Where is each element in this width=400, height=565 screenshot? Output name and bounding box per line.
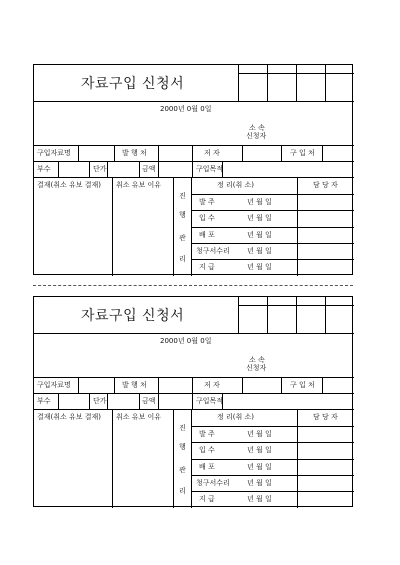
request-date: 2000년 0월 0일: [160, 337, 212, 345]
publisher-label: 발 행 처: [122, 381, 147, 389]
request-date: 2000년 0월 0일: [160, 105, 212, 113]
table-rule-horizontal: [191, 475, 354, 476]
process-row-date: 년 월 일: [247, 198, 272, 206]
amount-label: 금액: [142, 165, 156, 173]
table-rule-vertical: [325, 297, 326, 333]
table-rule-horizontal: [191, 442, 354, 443]
process-row-date: 년 월 일: [247, 247, 272, 255]
table-rule-vertical: [222, 393, 223, 409]
table-rule-vertical: [242, 377, 243, 393]
unit-price-label: 단가: [93, 165, 107, 173]
process-header: 정 리(취 소): [217, 413, 254, 421]
table-rule-vertical: [192, 393, 193, 409]
table-rule-horizontal: [191, 491, 354, 492]
progress-char-2: 행: [179, 443, 186, 451]
affiliation-label: 소 속: [249, 356, 265, 364]
table-rule-vertical: [107, 393, 108, 409]
affiliation-label: 소 속: [249, 124, 265, 132]
author-label: 저 자: [204, 149, 220, 157]
process-row-date: 년 월 일: [247, 231, 272, 239]
process-row-label: 지 급: [199, 263, 215, 271]
table-rule-horizontal: [34, 377, 354, 378]
process-row-date: 년 월 일: [247, 430, 272, 438]
table-rule-vertical: [58, 393, 59, 409]
table-rule-horizontal: [191, 459, 354, 460]
applicant-label: 신청자: [246, 364, 267, 372]
copies-label: 부수: [37, 165, 51, 173]
table-rule-horizontal: [238, 73, 354, 74]
table-rule-vertical: [242, 145, 243, 161]
purpose-label: 구입목적: [196, 397, 224, 405]
table-rule-vertical: [281, 377, 282, 393]
table-rule-horizontal: [238, 305, 354, 306]
table-rule-vertical: [78, 377, 79, 393]
table-rule-vertical: [158, 145, 159, 161]
table-rule-vertical: [296, 65, 297, 101]
table-rule-horizontal: [34, 333, 354, 334]
table-rule-vertical: [267, 65, 268, 101]
process-row-date: 년 월 일: [247, 495, 272, 503]
process-header: 정 리(취 소): [217, 181, 254, 189]
progress-char-1: 진: [179, 424, 186, 432]
process-row-label: 지 급: [199, 495, 215, 503]
table-rule-horizontal: [191, 194, 354, 195]
vendor-label: 구 입 처: [290, 381, 315, 389]
table-rule-vertical: [114, 377, 115, 393]
form-title: 자료구입 신청서: [81, 76, 185, 92]
item-name-label: 구입자료명: [37, 381, 71, 389]
table-rule-vertical: [112, 409, 113, 508]
unit-price-label: 단가: [93, 397, 107, 405]
progress-char-1: 진: [179, 192, 186, 200]
table-rule-vertical: [114, 145, 115, 161]
table-rule-vertical: [89, 161, 90, 177]
table-rule-vertical: [173, 409, 174, 508]
author-label: 저 자: [204, 381, 220, 389]
process-row-label: 청구서수리: [196, 247, 230, 255]
process-row-date: 년 월 일: [247, 463, 272, 471]
table-rule-vertical: [322, 377, 323, 393]
process-row-date: 년 월 일: [247, 214, 272, 222]
progress-char-3: 관: [179, 466, 186, 474]
table-rule-horizontal: [191, 227, 354, 228]
table-rule-vertical: [325, 65, 326, 101]
table-rule-vertical: [139, 393, 140, 409]
manager-header: 담 당 자: [313, 181, 338, 189]
purpose-label: 구입목적: [196, 165, 224, 173]
copies-label: 부수: [37, 397, 51, 405]
process-row-label: 배 포: [199, 231, 215, 239]
progress-char-3: 관: [179, 234, 186, 242]
table-rule-horizontal: [34, 409, 354, 410]
purchase-request-form-bottom: [33, 296, 353, 507]
approval-header: 결재(취소 유보 결재): [37, 413, 102, 421]
process-row-date: 년 월 일: [247, 263, 272, 271]
table-rule-vertical: [267, 297, 268, 333]
process-row-label: 발 주: [199, 198, 215, 206]
table-rule-horizontal: [191, 243, 354, 244]
table-rule-horizontal: [34, 161, 354, 162]
table-rule-vertical: [296, 297, 297, 333]
process-row-label: 배 포: [199, 463, 215, 471]
process-row-date: 년 월 일: [247, 446, 272, 454]
table-rule-vertical: [192, 161, 193, 177]
applicant-label: 신청자: [246, 132, 267, 140]
process-row-label: 입 수: [199, 214, 215, 222]
manager-header: 담 당 자: [313, 413, 338, 421]
table-rule-vertical: [238, 65, 239, 101]
item-name-label: 구입자료명: [37, 149, 71, 157]
table-rule-vertical: [78, 145, 79, 161]
table-rule-vertical: [322, 145, 323, 161]
form-title: 자료구입 신청서: [81, 308, 185, 324]
table-rule-vertical: [58, 161, 59, 177]
table-rule-horizontal: [191, 426, 354, 427]
reason-header: 취소 유보 이유: [116, 181, 162, 189]
table-rule-horizontal: [34, 393, 354, 394]
table-rule-vertical: [173, 177, 174, 276]
process-row-label: 입 수: [199, 446, 215, 454]
table-rule-vertical: [158, 393, 159, 409]
process-row-label: 청구서수리: [196, 479, 230, 487]
progress-char-4: 리: [179, 255, 186, 263]
table-rule-vertical: [89, 393, 90, 409]
table-rule-horizontal: [191, 259, 354, 260]
table-rule-vertical: [192, 145, 193, 161]
vendor-label: 구 입 처: [290, 149, 315, 157]
table-rule-horizontal: [191, 210, 354, 211]
table-rule-vertical: [192, 377, 193, 393]
table-rule-vertical: [238, 297, 239, 333]
table-rule-vertical: [107, 161, 108, 177]
amount-label: 금액: [142, 397, 156, 405]
cut-line-divider: [33, 285, 353, 286]
table-rule-vertical: [139, 161, 140, 177]
publisher-label: 발 행 처: [122, 149, 147, 157]
approval-header: 결재(취소 유보 결재): [37, 181, 102, 189]
progress-char-2: 행: [179, 211, 186, 219]
table-rule-vertical: [158, 161, 159, 177]
reason-header: 취소 유보 이유: [116, 413, 162, 421]
table-rule-horizontal: [34, 177, 354, 178]
table-rule-vertical: [222, 161, 223, 177]
table-rule-vertical: [158, 377, 159, 393]
table-rule-horizontal: [34, 101, 354, 102]
progress-char-4: 리: [179, 487, 186, 495]
table-rule-vertical: [112, 177, 113, 276]
process-row-label: 발 주: [199, 430, 215, 438]
process-row-date: 년 월 일: [247, 479, 272, 487]
table-rule-vertical: [281, 145, 282, 161]
purchase-request-form-top: [33, 64, 353, 275]
table-rule-horizontal: [34, 145, 354, 146]
